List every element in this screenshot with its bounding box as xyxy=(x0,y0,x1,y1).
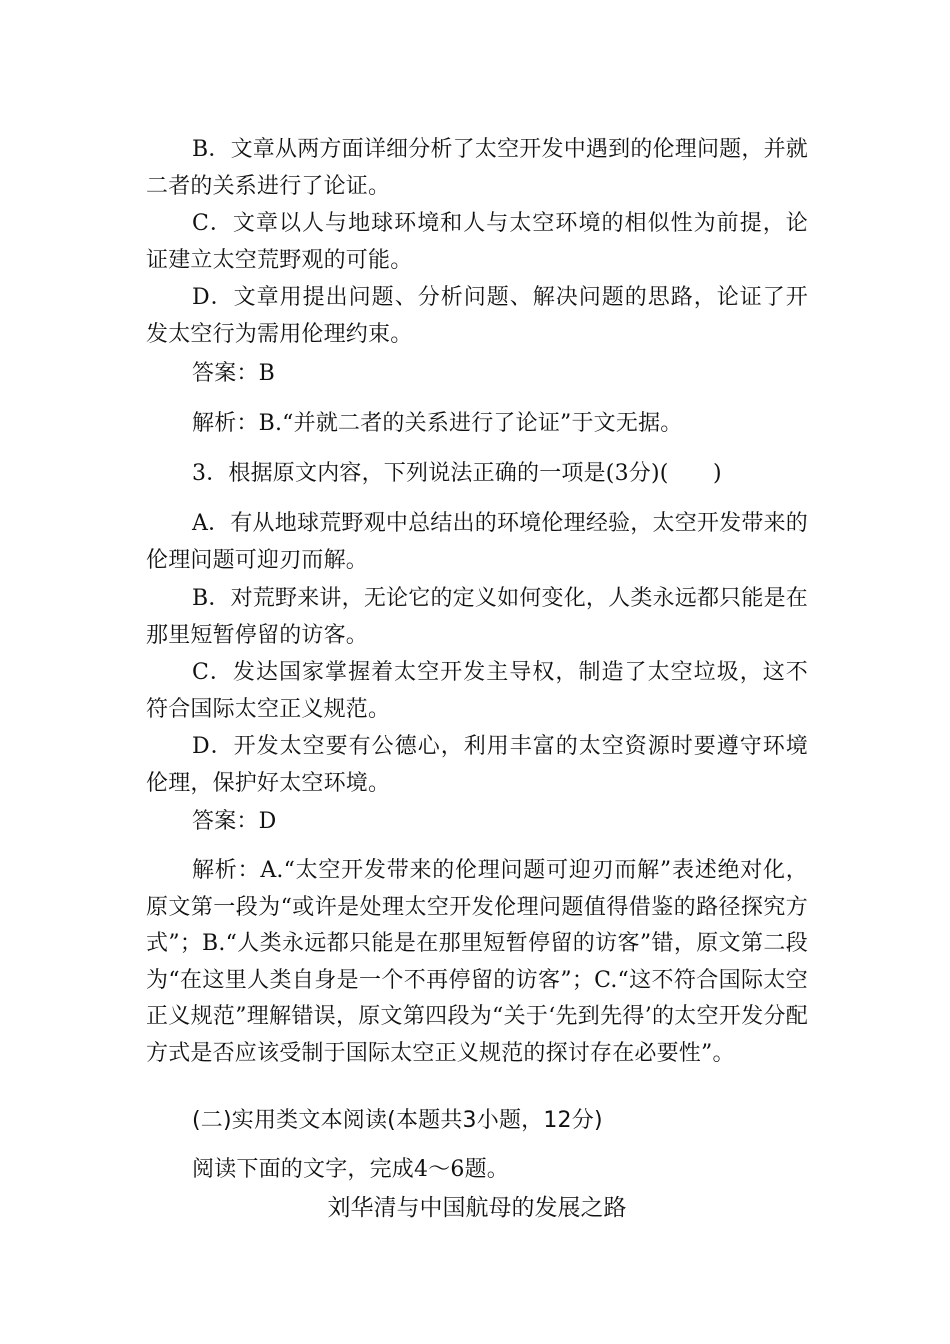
q3-option-a: A．有从地球荒野观中总结出的环境伦理经验，太空开发带来的伦理问题可迎刃而解。 xyxy=(146,511,808,573)
q3-analysis xyxy=(146,853,808,1072)
answer-value: D xyxy=(258,809,277,834)
q3-option-c: C．发达国家掌握着太空开发主导权，制造了太空垃圾，这不符合国际太空正义规范。 xyxy=(146,660,808,722)
q2-option-c: C．文章以人与地球环境和人与太空环境的相似性为前提，论证建立太空荒野观的可能。 xyxy=(146,211,808,273)
analysis-label: 解析： xyxy=(192,858,261,883)
q2-analysis xyxy=(146,405,808,442)
q3-option-b: B．对荒野来讲，无论它的定义如何变化，人类永远都只能是在那里短暂停留的访客。 xyxy=(146,586,808,648)
analysis-text: A.“太空开发带来的伦理问题可迎刃而解”表述绝对化，原文第一段为“或许是处理太空开发伦理问题值得借鉴的路径探究方式”；B.“人类永远都只能是在那里短暂停留的访客”错，原文第二段为“在这里人类自身是一个不再停留的访客”；C.“这不符合国际太空正义规范”理解错误，原文第四段为“关于‘先到先得’的太空开发分配方式是否应该受制于国际太空正义规范的探讨存在必要性”。 xyxy=(146,858,808,1066)
analysis-text: B.“并就二者的关系进行了论证”于文无据。 xyxy=(258,411,683,436)
answer-label: 答案： xyxy=(192,809,259,834)
q2-option-b: B．文章从两方面详细分析了太空开发中遇到的伦理问题，并就二者的关系进行了论证。 xyxy=(146,137,808,199)
analysis-label: 解析： xyxy=(192,411,259,436)
q2-option-d: D．文章用提出问题、分析问题、解决问题的思路，论证了开发太空行为需用伦理约束。 xyxy=(146,285,808,347)
q2-answer xyxy=(146,355,808,392)
answer-label: 答案： xyxy=(192,361,259,386)
answer-value: B xyxy=(258,361,275,386)
article-title: 刘华清与中国航母的发展之路 xyxy=(327,1195,627,1221)
reading-instruction: 阅读下面的文字，完成4～6题。 xyxy=(192,1157,509,1182)
q3-answer xyxy=(146,803,808,840)
q3-stem: 3．根据原文内容，下列说法正确的一项是(3分)( ) xyxy=(192,461,722,486)
section-heading: (二)实用类文本阅读(本题共3小题，12分) xyxy=(192,1108,603,1133)
q3-option-d: D．开发太空要有公德心，利用丰富的太空资源时要遵守环境伦理，保护好太空环境。 xyxy=(146,734,808,796)
